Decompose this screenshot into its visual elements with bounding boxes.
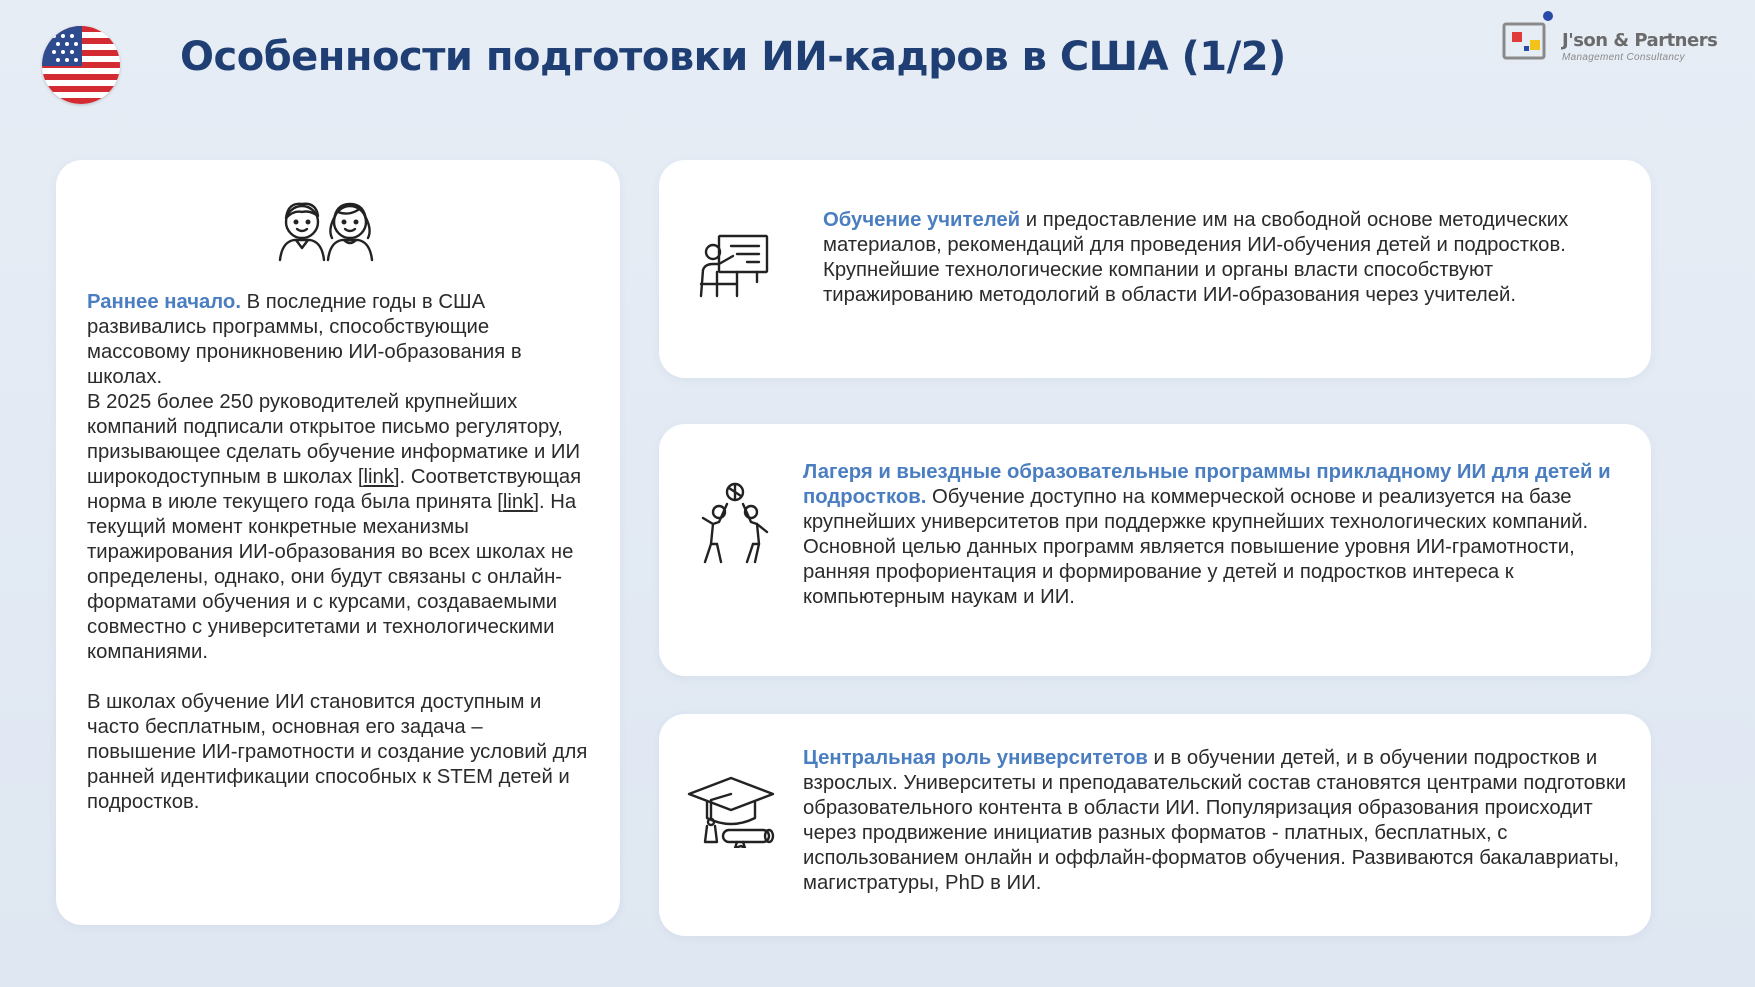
teacher-training-body: и предоставление им на свободной основе методических материалов, рекомендаций для проведения ИИ-обучения детей и подростков. Крупнейшие технологические компании и органы власти способствуют тиражированию методологий в области ИИ-образования через учителей. xyxy=(823,209,1569,306)
teacher-training-text xyxy=(823,208,1635,308)
company-logo xyxy=(1500,10,1725,72)
early-start-text xyxy=(87,290,597,815)
logo-mark-icon xyxy=(1500,10,1560,66)
graduation-cap-diploma-icon xyxy=(685,774,779,848)
universities-body: и в обучении детей, и в обучении подростков и взрослых. Университеты и преподавательский состав становятся центрами подготовки образовательного контента в области ИИ. Популяризация образования происходит через продвижение инициатив разных форматов - платных, бесплатных, с использованием онлайн и оффлайн-форматов обучения. Развиваются бакалавриаты, магистратуры, PhD в ИИ. xyxy=(803,747,1627,894)
page-title: Особенности подготовки ИИ-кадров в США (1/2) xyxy=(180,34,1286,80)
kids-playing-ball-icon xyxy=(699,482,773,568)
early-start-p2c: ]. На текущий момент конкретные механизмы тиражирования ИИ-образования во всех школах не определены, однако, они будут связаны с онлайн-форматами обучения и с курсами, создаваемыми совместно с университетами и технологическими компаниями. xyxy=(87,491,577,663)
source-link-2[interactable]: link xyxy=(502,491,534,513)
camps-text xyxy=(803,460,1635,610)
camps-body: Обучение доступно на коммерческой основе и реализуется на базе крупнейших университетов при поддержке крупнейших технологических компаний. Основной целью данных программ является повышение уровня ИИ-грамотности, ранняя профориентация и формирование у детей и подростков интереса к компьютерным наукам и ИИ. xyxy=(803,486,1589,608)
camps-card xyxy=(659,424,1651,676)
early-start-p3: В школах обучение ИИ становится доступным и часто бесплатным, основная его задача – повышение ИИ-грамотности и создание условий для ранней идентификации способных к STEM детей и подростков. xyxy=(87,691,588,813)
teacher-board-icon xyxy=(697,232,771,300)
early-start-heading: Раннее начало. xyxy=(87,291,241,313)
early-start-p1: В последние годы в США развивались программы, способствующие массовому проникновению ИИ-образования в школах. xyxy=(87,291,522,388)
logo-name: J'son & Partners xyxy=(1562,30,1718,51)
logo-subtitle: Management Consultancy xyxy=(1562,52,1685,63)
early-start-card xyxy=(56,160,620,925)
us-flag-icon xyxy=(42,26,120,104)
universities-card xyxy=(659,714,1651,936)
children-icon xyxy=(276,196,376,262)
early-start-p2a: В 2025 более 250 руководителей крупнейших компаний подписали открытое письмо регулятору, призывающее сделать обучение информатике и ИИ широкодоступным в школах [ xyxy=(87,391,581,488)
teacher-training-card xyxy=(659,160,1651,378)
teacher-training-heading: Обучение учителей xyxy=(823,209,1021,231)
camps-heading: Лагеря и выездные образовательные программы прикладному ИИ для детей и подростков. xyxy=(803,461,1611,508)
universities-heading: Центральная роль университетов xyxy=(803,747,1148,769)
early-start-p2b: ]. Соответствующая норма в июле текущего года была принята [ xyxy=(87,466,582,513)
universities-text xyxy=(803,746,1635,896)
source-link-1[interactable]: link xyxy=(363,466,394,488)
